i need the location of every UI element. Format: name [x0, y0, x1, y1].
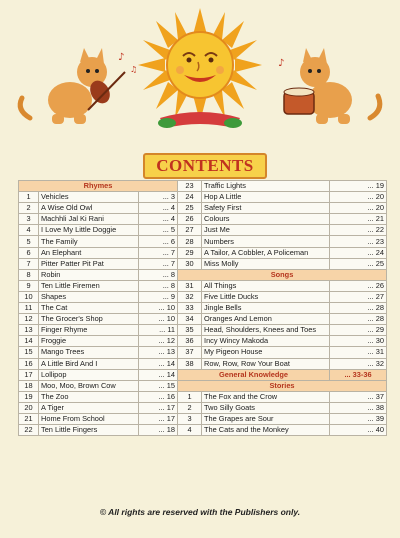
table-row	[19, 247, 387, 258]
entry-page: ... 17	[139, 402, 178, 413]
entry-number: 13	[19, 325, 39, 336]
entry-number: 30	[178, 258, 202, 269]
table-row	[19, 269, 387, 280]
entry-title: Mango Trees	[39, 347, 139, 358]
entry-page: ... 18	[139, 425, 178, 436]
entry-title: Numbers	[202, 236, 330, 247]
table-row	[19, 214, 387, 225]
entry-number: 11	[19, 303, 39, 314]
table-row	[19, 402, 387, 413]
table-row	[19, 336, 387, 347]
entry-number: 14	[19, 336, 39, 347]
entry-title: Oranges And Lemon	[202, 314, 330, 325]
entry-number: 3	[178, 413, 202, 424]
section-header: Songs	[178, 269, 387, 280]
entry-page: ... 27	[330, 291, 387, 302]
entry-page: ... 17	[139, 413, 178, 424]
entry-number: 12	[19, 314, 39, 325]
entry-page: ... 19	[330, 181, 387, 192]
table-row	[19, 347, 387, 358]
entry-title: I Love My Little Doggie	[39, 225, 139, 236]
contents-heading: CONTENTS	[143, 153, 267, 179]
table-row	[19, 258, 387, 269]
section-header: General Knowledge	[178, 369, 330, 380]
section-header: Stories	[178, 380, 387, 391]
entry-page: ... 14	[139, 358, 178, 369]
entry-number: 37	[178, 347, 202, 358]
entry-title: Home From School	[39, 413, 139, 424]
entry-number: 26	[178, 214, 202, 225]
entry-page: ... 20	[330, 192, 387, 203]
entry-number: 36	[178, 336, 202, 347]
entry-number: 2	[178, 402, 202, 413]
entry-title: Five Little Ducks	[202, 291, 330, 302]
table-row	[19, 203, 387, 214]
entry-title: The Grocer's Shop	[39, 314, 139, 325]
entry-number: 21	[19, 413, 39, 424]
entry-title: Jingle Bells	[202, 303, 330, 314]
entry-page: ... 23	[330, 236, 387, 247]
entry-number: 4	[178, 425, 202, 436]
entry-title: Robin	[39, 269, 139, 280]
entry-page: ... 4	[139, 214, 178, 225]
table-row	[19, 291, 387, 302]
entry-title: A Little Bird And I	[39, 358, 139, 369]
svg-text:♪: ♪	[118, 52, 125, 63]
table-row	[19, 314, 387, 325]
entry-number: 23	[178, 181, 202, 192]
entry-page: ... 10	[139, 314, 178, 325]
table-row	[19, 380, 387, 391]
entry-page: ... 29	[330, 325, 387, 336]
entry-title: Incy Wincy Makoda	[202, 336, 330, 347]
entry-title: Row, Row, Row Your Boat	[202, 358, 330, 369]
entry-page: ... 3	[139, 192, 178, 203]
entry-page: ... 26	[330, 280, 387, 291]
entry-title: The Zoo	[39, 391, 139, 402]
table-row	[19, 181, 387, 192]
entry-title: Two Silly Goats	[202, 402, 330, 413]
entry-number: 4	[19, 225, 39, 236]
entry-number: 27	[178, 225, 202, 236]
entry-page: ... 12	[139, 336, 178, 347]
entry-number: 18	[19, 380, 39, 391]
entry-page: ... 5	[139, 225, 178, 236]
section-header: Rhymes	[19, 181, 178, 192]
entry-number: 24	[178, 192, 202, 203]
table-row	[19, 369, 387, 380]
entry-page: ... 21	[330, 214, 387, 225]
entry-title: Vehicles	[39, 192, 139, 203]
entry-number: 17	[19, 369, 39, 380]
entry-page: ... 22	[330, 225, 387, 236]
entry-title: The Cat	[39, 303, 139, 314]
entry-page: ... 8	[139, 280, 178, 291]
entry-number: 33	[178, 303, 202, 314]
entry-page: ... 32	[330, 358, 387, 369]
entry-title: Shapes	[39, 291, 139, 302]
entry-title: Hop A Little	[202, 192, 330, 203]
entry-number: 25	[178, 203, 202, 214]
entry-title: Moo, Moo, Brown Cow	[39, 380, 139, 391]
entry-number: 16	[19, 358, 39, 369]
entry-title: A Wise Old Owl	[39, 203, 139, 214]
table-row	[19, 425, 387, 436]
table-row	[19, 413, 387, 424]
entry-page: ... 10	[139, 303, 178, 314]
entry-number: 28	[178, 236, 202, 247]
entry-page: ... 9	[139, 291, 178, 302]
entry-page: ... 16	[139, 391, 178, 402]
entry-page: ... 33-36	[330, 369, 387, 380]
entry-number: 1	[19, 192, 39, 203]
entry-title: Finger Rhyme	[39, 325, 139, 336]
entry-title: Ten Little Fingers	[39, 425, 139, 436]
entry-title: The Cats and the Monkey	[202, 425, 330, 436]
cat-violin-icon	[20, 48, 137, 124]
copyright-footer: © All rights are reserved with the Publishers only.	[99, 507, 301, 517]
entry-title: An Elephant	[39, 247, 139, 258]
sun-icon	[138, 8, 262, 122]
entry-page: ... 24	[330, 247, 387, 258]
entry-page: ... 7	[139, 247, 178, 258]
entry-title: The Grapes are Sour	[202, 413, 330, 424]
entry-title: Safety First	[202, 203, 330, 214]
table-row	[19, 391, 387, 402]
entry-title: Ten Little Firemen	[39, 280, 139, 291]
entry-title: My Pigeon House	[202, 347, 330, 358]
entry-page: ... 37	[330, 391, 387, 402]
entry-title: Machhli Jal Ki Rani	[39, 214, 139, 225]
entry-title: Traffic Lights	[202, 181, 330, 192]
entry-title: A Tiger	[39, 402, 139, 413]
entry-page: ... 4	[139, 203, 178, 214]
svg-text:♫: ♫	[130, 65, 138, 74]
entry-page: ... 25	[330, 258, 387, 269]
entry-number: 6	[19, 247, 39, 258]
ribbon-icon	[158, 112, 242, 128]
entry-title: Pitter Patter Pit Pat	[39, 258, 139, 269]
table-row	[19, 325, 387, 336]
entry-title: All Things	[202, 280, 330, 291]
entry-page: ... 38	[330, 402, 387, 413]
entry-page: ... 8	[139, 269, 178, 280]
svg-text:♪: ♪	[278, 58, 285, 69]
entry-title: A Tailor, A Cobbler, A Policeman	[202, 247, 330, 258]
entry-number: 8	[19, 269, 39, 280]
entry-number: 2	[19, 203, 39, 214]
entry-page: ... 11	[139, 325, 178, 336]
entry-number: 15	[19, 347, 39, 358]
table-row	[19, 280, 387, 291]
entry-page: ... 40	[330, 425, 387, 436]
entry-page: ... 15	[139, 380, 178, 391]
entry-page: ... 30	[330, 336, 387, 347]
entry-number: 3	[19, 214, 39, 225]
entry-page: ... 31	[330, 347, 387, 358]
entry-number: 32	[178, 291, 202, 302]
entry-number: 22	[19, 425, 39, 436]
entry-title: The Family	[39, 236, 139, 247]
entry-page: ... 6	[139, 236, 178, 247]
table-row	[19, 358, 387, 369]
entry-page: ... 13	[139, 347, 178, 358]
entry-page: ... 39	[330, 413, 387, 424]
entry-number: 19	[19, 391, 39, 402]
entry-title: Just Me	[202, 225, 330, 236]
entry-number: 20	[19, 402, 39, 413]
entry-number: 38	[178, 358, 202, 369]
entry-number: 9	[19, 280, 39, 291]
entry-number: 10	[19, 291, 39, 302]
entry-page: ... 28	[330, 314, 387, 325]
table-row	[19, 236, 387, 247]
entry-number: 35	[178, 325, 202, 336]
entry-number: 34	[178, 314, 202, 325]
entry-page: ... 7	[139, 258, 178, 269]
entry-title: Head, Shoulders, Knees and Toes	[202, 325, 330, 336]
table-row	[19, 303, 387, 314]
entry-title: Colours	[202, 214, 330, 225]
entry-title: Miss Molly	[202, 258, 330, 269]
entry-number: 29	[178, 247, 202, 258]
entry-title: Froggie	[39, 336, 139, 347]
entry-number: 5	[19, 236, 39, 247]
entry-title: The Fox and the Crow	[202, 391, 330, 402]
table-row	[19, 225, 387, 236]
entry-page: ... 28	[330, 303, 387, 314]
entry-page: ... 20	[330, 203, 387, 214]
cat-drum-icon	[278, 48, 380, 124]
entry-number: 31	[178, 280, 202, 291]
header-illustration	[0, 0, 400, 150]
entry-number: 1	[178, 391, 202, 402]
contents-table-body	[19, 181, 387, 436]
entry-title: Lollipop	[39, 369, 139, 380]
table-row	[19, 192, 387, 203]
entry-number: 7	[19, 258, 39, 269]
contents-table	[18, 180, 387, 436]
entry-page: ... 14	[139, 369, 178, 380]
